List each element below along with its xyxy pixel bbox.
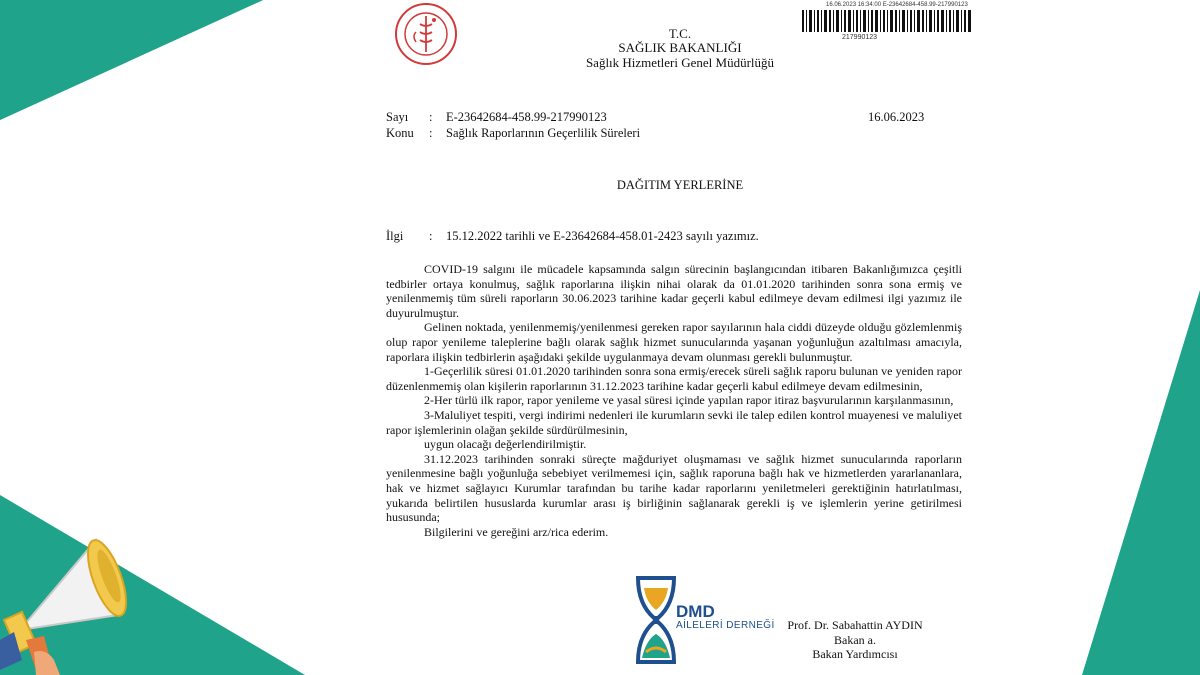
signature-name: Prof. Dr. Sabahattin AYDIN <box>787 618 923 632</box>
barcode-top-text: 16.06.2023 16:34:00 E-23642684-458.99-217990123 <box>826 2 968 8</box>
header-country: T.C. <box>668 26 692 41</box>
dmd-title: DMD <box>676 602 715 621</box>
header-directorate: Sağlık Hizmetleri Genel Müdürlüğü <box>585 55 775 70</box>
konu-colon: : <box>429 126 433 140</box>
signature-line2: Bakan a. <box>834 632 876 647</box>
hourglass-logo-icon <box>634 574 678 666</box>
ilgi-colon: : <box>429 229 433 243</box>
konu-value: Sağlık Raporlarının Geçerlilik Süreleri <box>446 126 641 140</box>
ministry-seal-icon <box>394 2 458 66</box>
sayi-colon: : <box>429 110 433 124</box>
ilgi-label: İlgi <box>386 229 404 243</box>
sayi-label: Sayı <box>386 110 409 124</box>
document-body <box>386 262 962 539</box>
paragraph-6: uygun olacağı değerlendirilmiştir. <box>424 437 587 452</box>
barcode-number: 217990123 <box>842 34 878 41</box>
paragraph-8: Bilgilerini ve gereğini arz/rica ederim. <box>424 524 609 539</box>
distribution-title: DAĞITIM YERLERİNE <box>616 178 744 192</box>
megaphone-icon <box>0 520 150 675</box>
signature-block <box>770 618 940 662</box>
konu-label: Konu <box>386 126 414 140</box>
paragraph-5: 3-Maluliyet tespiti, vergi indirimi nedenleri ile kurumların sevki ile talep edilen kontrol muayenesi ve maluliyet rapor işlemlerinin olağan şekilde sürdürülmesinin, <box>386 407 962 437</box>
paragraph-1: COVID-19 salgını ile mücadele kapsamında salgın sürecinin başlangıcından itibaren Bakanlığımızca çeşitli tedbirler ortaya konulmuş, sağlık raporlarına ilişkin nihai olarak da 01.01.2020 tarihinden sonra sona ermiş ve yenilenmemiş tüm süreli raporların 30.06.2023 tarihine kadar geçerli kabul edilmeye devam edilmesi ilgi yazımız ile duyurulmuştur. <box>386 262 962 320</box>
dmd-subtitle: AİLELERİ DERNEĞİ <box>676 620 775 631</box>
document-date: 16.06.2023 <box>868 110 925 124</box>
paragraph-4: 2-Her türlü ilk rapor, rapor yenileme ve yasal süresi içinde yapılan rapor itiraz başvurularının karşılanmasının, <box>424 393 954 408</box>
paragraph-7: 31.12.2023 tarihinden sonraki süreçte mağduriyet oluşmaması ve sağlık hizmet sunucularında raporların yenilenmesine bağlı yoğunluğa sebebiyet verilmemesi için, sağlık raporuna bağlı hak ve hizmetlerden yararlananlara, hak ve hizmet sağlayıcı Kurumlar tarafından bu tarihe kadar raporlarını yeniletmeleri gerektiğinin hatırlatılması, yukarıda belirtilen hususlarda kurumlar arası iş birliğinin sağlanarak gerekli iş ve işlemlerin yerine getirilmesi hususunda; <box>386 451 962 525</box>
header-ministry: SAĞLIK BAKANLIĞI <box>618 40 742 55</box>
paragraph-3: 1-Geçerlilik süresi 01.01.2020 tarihinden sonra sona ermiş/erecek süreli sağlık raporu bulunan ve yeniden rapor düzenlenmemiş olan kişilerin raporlarının 31.12.2023 tarihine kadar geçerli kabul edilmeye devam edilmesinin, <box>386 364 962 393</box>
ilgi-value: 15.12.2022 tarihli ve E-23642684-458.01-2423 sayılı yazımız. <box>446 229 759 243</box>
signature-title: Bakan Yardımcısı <box>812 647 898 661</box>
paragraph-2: Gelinen noktada, yenilenmemiş/yenilenmesi gereken rapor sayılarının hala ciddi düzeyde olduğu gözlemlenmiş olup rapor yenileme taleplerine bağlı olarak sağlık hizmet sunucularında yaşanan yoğunluğun azaltılması amacıyla, raporlara ilişkin tedbirlerin aşağıdaki şekilde uygulanmaya devam olunması gerekli bulunmuştur. <box>386 320 962 364</box>
sayi-value: E-23642684-458.99-217990123 <box>446 110 607 124</box>
dmd-logo-text <box>676 603 775 631</box>
